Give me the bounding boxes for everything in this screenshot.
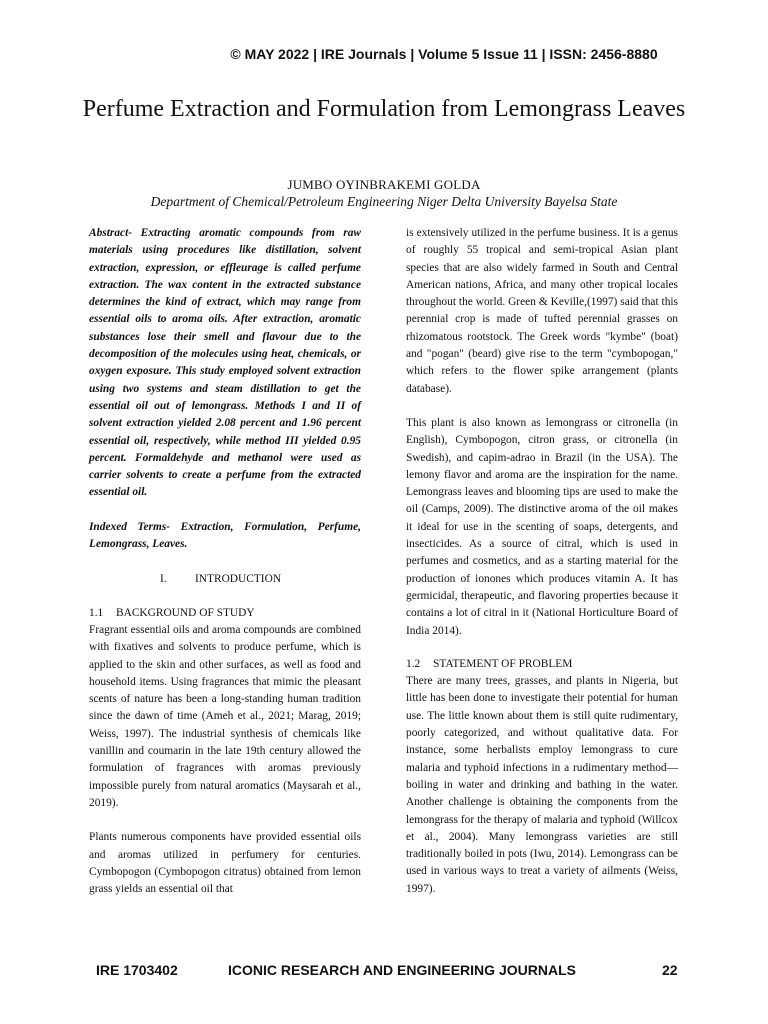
abstract: Abstract- Extracting aromatic compounds from raw materials using procedures like distillation, solvent extraction, expression, or effleurage is called perfume extraction. The wax content in the extracted substance determines the kind of extract, which may range from essential oils to aroma oils. After extraction, aromatic substances lose their smell and flavour due to the decomposition of the molecules using heat, chemicals, or oxygen exposure. This study employed solvent extraction using two systems and steam distillation to get the essential oil out of lemongrass. Methods I and II of solvent extraction yielded 2.08 percent and 1.96 percent essential oil, respectively, while method III yielded 0.95 percent. Formaldehyde and methanol were used as carrier solvents to create a perfume from the extracted essential oil. [89,227,361,499]
author-name: JUMBO OYINBRAKEMI GOLDA [287,177,481,192]
subsection-title: STATEMENT OF PROBLEM [433,657,573,670]
paper-title: Perfume Extraction and Formulation from Lemongrass Leaves [82,96,686,122]
paragraph: is extensively utilized in the perfume business. It is a genus of roughly 55 tropical and semi-tropical Asian plant species that are also widely farmed in South and Central American nations, Africa, and many other tropical locales throughout the world. Green & Keville,(1997) said that this perennial crop is made of tufted perennial grasses on rhizomatous rootstock. The Greek words "kymbe" (boat) and "pogan" (beard) give rise to the term "cymbopogan," which refers to the flower spike arrangement (plants database). [406,227,678,395]
subsection-heading-background [89,605,361,622]
author-affiliation: Department of Chemical/Petroleum Engineering Niger Delta University Bayelsa State [150,194,618,209]
page-number: 22 [662,962,678,978]
subsection-heading-statement [406,656,678,673]
section-number: I. [160,573,167,586]
indexed-terms: Indexed Terms- Extraction, Formulation, Perfume, Lemongrass, Leaves. [89,520,361,551]
paragraph: Plants numerous components have provided essential oils and aromas utilized in perfumery for centuries. Cymbopogon (Cymbopogon citratus) obtained from lemon grass yields an essential oil that [89,831,361,896]
footer-paper-id: IRE 1703402 [96,962,178,978]
journal-header-text: © MAY 2022 | IRE Journals | Volume 5 Issue 11 | ISSN: 2456-8880 [230,46,658,62]
left-column [89,225,361,898]
subsection-number: 1.1 [89,606,104,619]
paragraph: This plant is also known as lemongrass or citronella (in English), Cymbopogon, citron grass, or citronella (in Swedish), and capim-adrao in Brazil (in the USA). The lemony flavor and aroma are the inspiration for the name. Lemongrass leaves and blooming tips are used to make the oil (Camps, 2009). The distinctive aroma of the oil makes it ideal for use in the scenting of soaps, detergents, and insecticides. As a source of citral, which is used in perfumes and cosmetics, and as a starting material for the production of ionones which produces vitamin A. It has germicidal, therapeutic, and flavoring properties because it contains a lot of citral in it (National Horticulture Board of India 2014). [406,416,678,637]
section-title: INTRODUCTION [195,573,282,586]
section-heading-introduction [89,571,361,588]
right-column [406,225,678,898]
footer-journal-name: ICONIC RESEARCH AND ENGINEERING JOURNALS [228,962,576,978]
subsection-title: BACKGROUND OF STUDY [116,606,255,619]
subsection-number: 1.2 [406,657,421,670]
journal-header [0,46,768,62]
paragraph: There are many trees, grasses, and plants in Nigeria, but little has been done to investigate their potential for human use. The little known about them is still quite rudimentary, poorly categorized, and without qualitative data. For instance, some herbalists employ lemongrass to cure malaria and typhoid infections in a rudimentary method—boiling in water and drinking and bathing in the water. Another challenge is obtaining the components from the lemongrass for the therapy of malaria and typhoid (Willcox et al., 2004). Many lemongrass varieties are still traditionally boiled in pots (Iwu, 2014). Lemongrass can be used in various ways to treat a variety of ailments (Weiss, 1997). [406,675,678,895]
paragraph: Fragrant essential oils and aroma compounds are combined with fixatives and solvents to produce perfume, which is applied to the skin and other surfaces, as well as food and household items. Using fragrances that mimic the pleasant scents of nature has been a long-standing human tradition since the dawn of time (Ameh et al., 2021; Marag, 2019; Weiss, 1997). The industrial synthesis of chemicals like vanillin and coumarin in the late 19th century allowed the formulation of fragrances with aromas previously impossible purely from natural aromatics (Maysarah et al., 2019). [89,623,361,809]
